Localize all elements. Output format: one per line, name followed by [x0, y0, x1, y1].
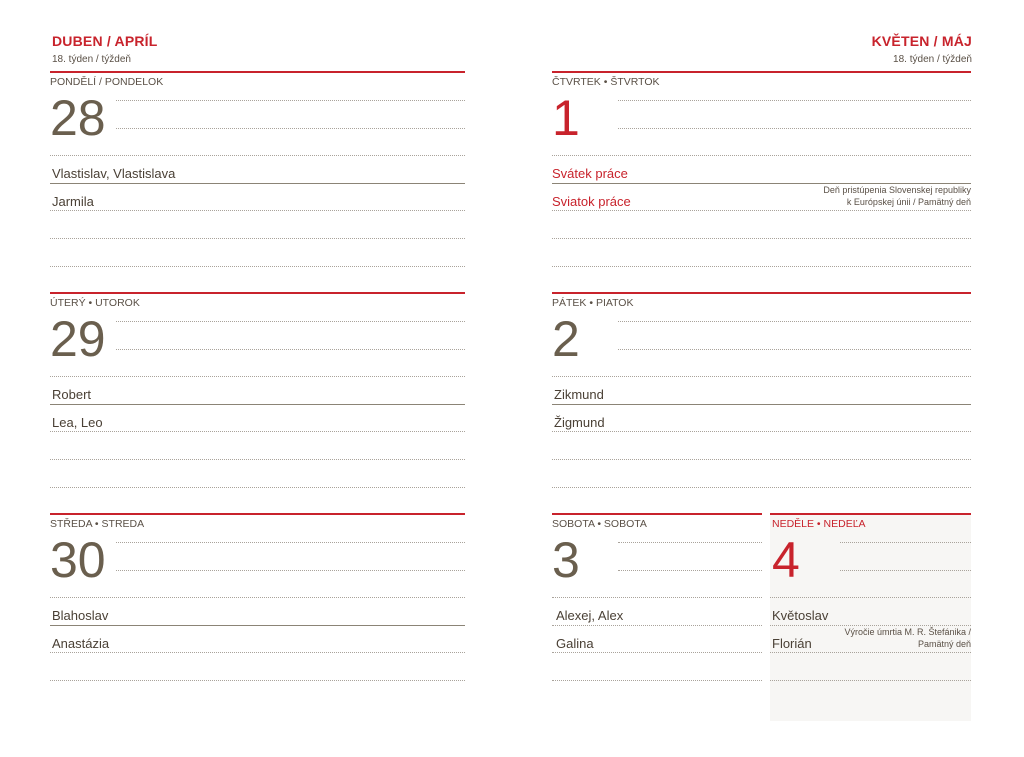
month-title-may: KVĚTEN / MÁJ [871, 33, 972, 49]
nameday-primary: Zikmund [554, 387, 604, 402]
nameday-divider [50, 183, 465, 184]
day-block-tuesday [50, 292, 465, 492]
writing-line [552, 155, 971, 156]
writing-line [50, 266, 465, 267]
writing-line [552, 652, 762, 653]
writing-line [770, 597, 971, 598]
writing-line [552, 266, 971, 267]
day-number: 2 [552, 311, 580, 367]
writing-line [840, 570, 971, 571]
writing-line [552, 459, 971, 460]
weekday-label: NEDĚLE • NEDEĽA [772, 518, 866, 530]
nameday-secondary: Anastázia [52, 636, 110, 651]
day-block-saturday [552, 513, 762, 713]
nameday-primary: Robert [52, 387, 92, 402]
day-block-monday [50, 71, 465, 271]
holiday-name-cz: Svátek práce [552, 166, 628, 181]
weekday-label: PONDĚLÍ / PONDELOK [50, 76, 164, 88]
nameday-divider [552, 404, 971, 405]
nameday-divider [50, 625, 465, 626]
weekday-label: STŘEDA • STREDA [50, 518, 145, 530]
month-title-april: DUBEN / APRÍL [52, 33, 158, 49]
writing-line [50, 597, 465, 598]
writing-line [116, 570, 465, 571]
writing-line [116, 349, 465, 350]
day-separator-bar [552, 513, 762, 515]
day-separator-bar [50, 292, 465, 294]
writing-line [618, 100, 971, 101]
day-number-sunday: 4 [772, 532, 800, 588]
weekday-label: ÚTERÝ • UTOROK [50, 297, 140, 309]
day-block-thursday [552, 71, 971, 271]
day-number: 28 [50, 90, 106, 146]
memorial-day-note [844, 626, 971, 650]
day-number-holiday: 1 [552, 90, 580, 146]
memorial-note-line: k Európskej únii / Pamätný deň [846, 197, 971, 207]
day-number: 3 [552, 532, 580, 588]
nameday-primary: Květoslav [772, 608, 829, 623]
writing-line [552, 625, 762, 626]
writing-line [552, 431, 971, 432]
nameday-primary: Vlastislav, Vlastislava [52, 166, 176, 181]
writing-line [116, 100, 465, 101]
weekday-label: SOBOTA • SOBOTA [552, 518, 647, 530]
week-number: 18. týden / týždeň [893, 54, 972, 65]
writing-line [50, 459, 465, 460]
nameday-secondary: Žigmund [554, 415, 605, 430]
writing-line [50, 652, 465, 653]
day-block-wednesday [50, 513, 465, 713]
nameday-secondary: Jarmila [52, 194, 94, 209]
writing-line [618, 349, 971, 350]
week-number: 18. týden / týždeň [52, 54, 131, 65]
nameday-divider [50, 404, 465, 405]
writing-line [50, 376, 465, 377]
writing-line [552, 487, 971, 488]
memorial-note-line: Pamätný deň [917, 639, 971, 649]
writing-line [50, 680, 465, 681]
day-separator-bar [552, 71, 971, 73]
weekday-label: PÁTEK • PIATOK [552, 297, 634, 309]
writing-line [618, 542, 762, 543]
memorial-day-note [823, 184, 971, 208]
writing-line [552, 680, 762, 681]
writing-line [116, 128, 465, 129]
writing-line [770, 680, 971, 681]
day-number: 30 [50, 532, 106, 588]
writing-line [116, 542, 465, 543]
writing-line [50, 155, 465, 156]
day-block-friday [552, 292, 971, 492]
memorial-note-line: Výročie úmrtia M. R. Štefánika / [844, 627, 971, 637]
day-separator-bar [770, 513, 971, 515]
writing-line [618, 570, 762, 571]
writing-line [770, 652, 971, 653]
nameday-secondary: Galina [556, 636, 594, 651]
writing-line [552, 376, 971, 377]
writing-line [50, 487, 465, 488]
writing-line [50, 431, 465, 432]
writing-line [618, 128, 971, 129]
day-block-sunday [770, 513, 971, 721]
nameday-primary: Alexej, Alex [556, 608, 624, 623]
nameday-primary: Blahoslav [52, 608, 109, 623]
memorial-note-line: Deň pristúpenia Slovenskej republiky [823, 185, 971, 195]
holiday-name-sk: Sviatok práce [552, 194, 631, 209]
day-separator-bar [50, 71, 465, 73]
nameday-secondary: Florián [772, 636, 812, 651]
day-number: 29 [50, 311, 106, 367]
writing-line [552, 210, 971, 211]
writing-line [50, 238, 465, 239]
writing-line [552, 597, 762, 598]
writing-line [116, 321, 465, 322]
day-separator-bar [552, 292, 971, 294]
nameday-secondary: Lea, Leo [52, 415, 103, 430]
writing-line [50, 210, 465, 211]
weekday-label: ČTVRTEK • ŠTVRTOK [552, 76, 660, 88]
writing-line [552, 238, 971, 239]
writing-line [840, 542, 971, 543]
day-separator-bar [50, 513, 465, 515]
writing-line [618, 321, 971, 322]
